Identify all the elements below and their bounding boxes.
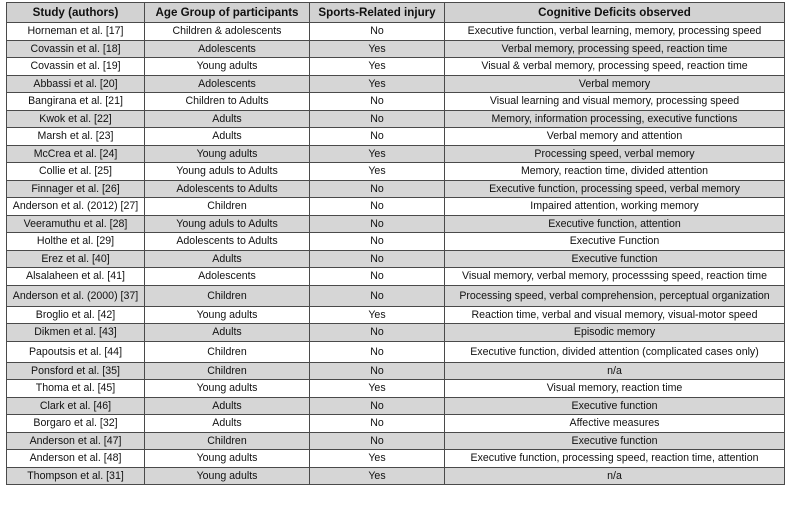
table-row bbox=[7, 180, 785, 198]
table-row bbox=[7, 380, 785, 398]
cell-cognitive-deficits: Verbal memory, processing speed, reaction time bbox=[445, 40, 785, 58]
cell-cognitive-deficits: Visual memory, reaction time bbox=[445, 380, 785, 398]
table-row bbox=[7, 23, 785, 41]
cell-sports-injury: No bbox=[310, 215, 445, 233]
table-row bbox=[7, 215, 785, 233]
cell-study: Borgaro et al. [32] bbox=[7, 415, 145, 433]
cell-study: Ponsford et al. [35] bbox=[7, 362, 145, 380]
table-row bbox=[7, 362, 785, 380]
cell-study: Covassin et al. [19] bbox=[7, 58, 145, 76]
header-cognitive-deficits: Cognitive Deficits observed bbox=[445, 3, 785, 23]
cell-study: Covassin et al. [18] bbox=[7, 40, 145, 58]
cell-cognitive-deficits: Visual & verbal memory, processing speed, reaction time bbox=[445, 58, 785, 76]
table-row bbox=[7, 198, 785, 216]
cell-cognitive-deficits: Episodic memory bbox=[445, 324, 785, 342]
cell-sports-injury: Yes bbox=[310, 380, 445, 398]
table-container bbox=[6, 2, 784, 485]
cell-age-group: Young adults bbox=[145, 306, 310, 324]
table-row bbox=[7, 285, 785, 306]
cell-sports-injury: No bbox=[310, 23, 445, 41]
cell-study: Marsh et al. [23] bbox=[7, 128, 145, 146]
table-row bbox=[7, 268, 785, 286]
header-age-group: Age Group of participants bbox=[145, 3, 310, 23]
cell-study: Anderson et al. (2012) [27] bbox=[7, 198, 145, 216]
cell-sports-injury: Yes bbox=[310, 75, 445, 93]
cell-study: Erez et al. [40] bbox=[7, 250, 145, 268]
cell-sports-injury: No bbox=[310, 180, 445, 198]
cell-age-group: Adults bbox=[145, 250, 310, 268]
cell-cognitive-deficits: Memory, reaction time, divided attention bbox=[445, 163, 785, 181]
cell-study: Anderson et al. (2000) [37] bbox=[7, 285, 145, 306]
cell-study: McCrea et al. [24] bbox=[7, 145, 145, 163]
table-row bbox=[7, 250, 785, 268]
cell-study: Veeramuthu et al. [28] bbox=[7, 215, 145, 233]
cell-age-group: Children bbox=[145, 285, 310, 306]
cell-sports-injury: Yes bbox=[310, 306, 445, 324]
cell-age-group: Adolescents bbox=[145, 75, 310, 93]
cell-study: Finnager et al. [26] bbox=[7, 180, 145, 198]
table-body bbox=[7, 23, 785, 485]
cell-sports-injury: No bbox=[310, 432, 445, 450]
cell-cognitive-deficits: Executive function, divided attention (complicated cases only) bbox=[445, 341, 785, 362]
table-row bbox=[7, 93, 785, 111]
cell-cognitive-deficits: Executive function bbox=[445, 250, 785, 268]
cell-sports-injury: No bbox=[310, 397, 445, 415]
cell-age-group: Adolescents bbox=[145, 268, 310, 286]
table-row bbox=[7, 324, 785, 342]
cell-age-group: Young aduls to Adults bbox=[145, 215, 310, 233]
cell-cognitive-deficits: Reaction time, verbal and visual memory, visual-motor speed bbox=[445, 306, 785, 324]
cell-study: Holthe et al. [29] bbox=[7, 233, 145, 251]
cell-cognitive-deficits: Executive function bbox=[445, 397, 785, 415]
cell-sports-injury: No bbox=[310, 268, 445, 286]
cell-study: Papoutsis et al. [44] bbox=[7, 341, 145, 362]
cell-sports-injury: Yes bbox=[310, 58, 445, 76]
cell-age-group: Adults bbox=[145, 324, 310, 342]
cell-study: Horneman et al. [17] bbox=[7, 23, 145, 41]
cell-age-group: Children bbox=[145, 432, 310, 450]
cell-study: Anderson et al. [47] bbox=[7, 432, 145, 450]
table-row bbox=[7, 128, 785, 146]
table-row bbox=[7, 397, 785, 415]
cell-cognitive-deficits: Verbal memory and attention bbox=[445, 128, 785, 146]
cell-age-group: Adolescents bbox=[145, 40, 310, 58]
cell-sports-injury: No bbox=[310, 110, 445, 128]
cell-study: Thoma et al. [45] bbox=[7, 380, 145, 398]
cell-age-group: Adolescents to Adults bbox=[145, 180, 310, 198]
cell-study: Abbassi et al. [20] bbox=[7, 75, 145, 93]
cell-cognitive-deficits: Processing speed, verbal memory bbox=[445, 145, 785, 163]
cell-sports-injury: No bbox=[310, 324, 445, 342]
cell-cognitive-deficits: Impaired attention, working memory bbox=[445, 198, 785, 216]
table-row bbox=[7, 145, 785, 163]
cell-study: Collie et al. [25] bbox=[7, 163, 145, 181]
cell-age-group: Adults bbox=[145, 397, 310, 415]
cell-sports-injury: Yes bbox=[310, 450, 445, 468]
table-row bbox=[7, 58, 785, 76]
cell-study: Thompson et al. [31] bbox=[7, 467, 145, 485]
cell-sports-injury: No bbox=[310, 341, 445, 362]
cell-sports-injury: No bbox=[310, 198, 445, 216]
cell-cognitive-deficits: Executive function bbox=[445, 432, 785, 450]
cell-cognitive-deficits: n/a bbox=[445, 467, 785, 485]
cell-cognitive-deficits: Executive function, attention bbox=[445, 215, 785, 233]
table-row bbox=[7, 432, 785, 450]
cell-cognitive-deficits: Executive function, processing speed, reaction time, attention bbox=[445, 450, 785, 468]
cell-cognitive-deficits: Memory, information processing, executive functions bbox=[445, 110, 785, 128]
cell-cognitive-deficits: Executive function, verbal learning, memory, processing speed bbox=[445, 23, 785, 41]
cell-age-group: Adults bbox=[145, 415, 310, 433]
table-row bbox=[7, 110, 785, 128]
cell-study: Anderson et al. [48] bbox=[7, 450, 145, 468]
cell-sports-injury: No bbox=[310, 250, 445, 268]
cell-sports-injury: No bbox=[310, 128, 445, 146]
cell-age-group: Adults bbox=[145, 128, 310, 146]
cell-sports-injury: Yes bbox=[310, 145, 445, 163]
cell-sports-injury: No bbox=[310, 285, 445, 306]
cell-study: Alsalaheen et al. [41] bbox=[7, 268, 145, 286]
cell-sports-injury: Yes bbox=[310, 467, 445, 485]
table-row bbox=[7, 415, 785, 433]
cell-age-group: Adolescents to Adults bbox=[145, 233, 310, 251]
cell-age-group: Children bbox=[145, 362, 310, 380]
table-row bbox=[7, 40, 785, 58]
cell-age-group: Young adults bbox=[145, 380, 310, 398]
header-study: Study (authors) bbox=[7, 3, 145, 23]
table-row bbox=[7, 75, 785, 93]
cell-age-group: Young aduls to Adults bbox=[145, 163, 310, 181]
cell-age-group: Children & adolescents bbox=[145, 23, 310, 41]
cell-age-group: Young adults bbox=[145, 145, 310, 163]
cell-cognitive-deficits: Executive function, processing speed, verbal memory bbox=[445, 180, 785, 198]
cell-age-group: Children to Adults bbox=[145, 93, 310, 111]
table-row bbox=[7, 450, 785, 468]
cell-cognitive-deficits: Verbal memory bbox=[445, 75, 785, 93]
cell-cognitive-deficits: Visual memory, verbal memory, processsing speed, reaction time bbox=[445, 268, 785, 286]
cell-study: Kwok et al. [22] bbox=[7, 110, 145, 128]
header-sports-injury: Sports-Related injury bbox=[310, 3, 445, 23]
cell-age-group: Young adults bbox=[145, 450, 310, 468]
cell-sports-injury: No bbox=[310, 362, 445, 380]
cell-sports-injury: Yes bbox=[310, 40, 445, 58]
cell-age-group: Children bbox=[145, 341, 310, 362]
table-row bbox=[7, 163, 785, 181]
cell-cognitive-deficits: Visual learning and visual memory, processing speed bbox=[445, 93, 785, 111]
cell-study: Dikmen et al. [43] bbox=[7, 324, 145, 342]
header-row bbox=[7, 3, 785, 23]
cell-cognitive-deficits: n/a bbox=[445, 362, 785, 380]
cell-age-group: Children bbox=[145, 198, 310, 216]
cell-study: Bangirana et al. [21] bbox=[7, 93, 145, 111]
cell-cognitive-deficits: Executive Function bbox=[445, 233, 785, 251]
cell-sports-injury: No bbox=[310, 415, 445, 433]
cell-cognitive-deficits: Affective measures bbox=[445, 415, 785, 433]
table-row bbox=[7, 233, 785, 251]
cell-sports-injury: No bbox=[310, 233, 445, 251]
table-row bbox=[7, 306, 785, 324]
cell-age-group: Young adults bbox=[145, 58, 310, 76]
cell-age-group: Young adults bbox=[145, 467, 310, 485]
cell-sports-injury: Yes bbox=[310, 163, 445, 181]
cell-sports-injury: No bbox=[310, 93, 445, 111]
cell-study: Broglio et al. [42] bbox=[7, 306, 145, 324]
cell-study: Clark et al. [46] bbox=[7, 397, 145, 415]
table-row bbox=[7, 341, 785, 362]
cell-cognitive-deficits: Processing speed, verbal comprehension, perceptual organization bbox=[445, 285, 785, 306]
studies-table bbox=[6, 2, 785, 485]
cell-age-group: Adults bbox=[145, 110, 310, 128]
table-row bbox=[7, 467, 785, 485]
